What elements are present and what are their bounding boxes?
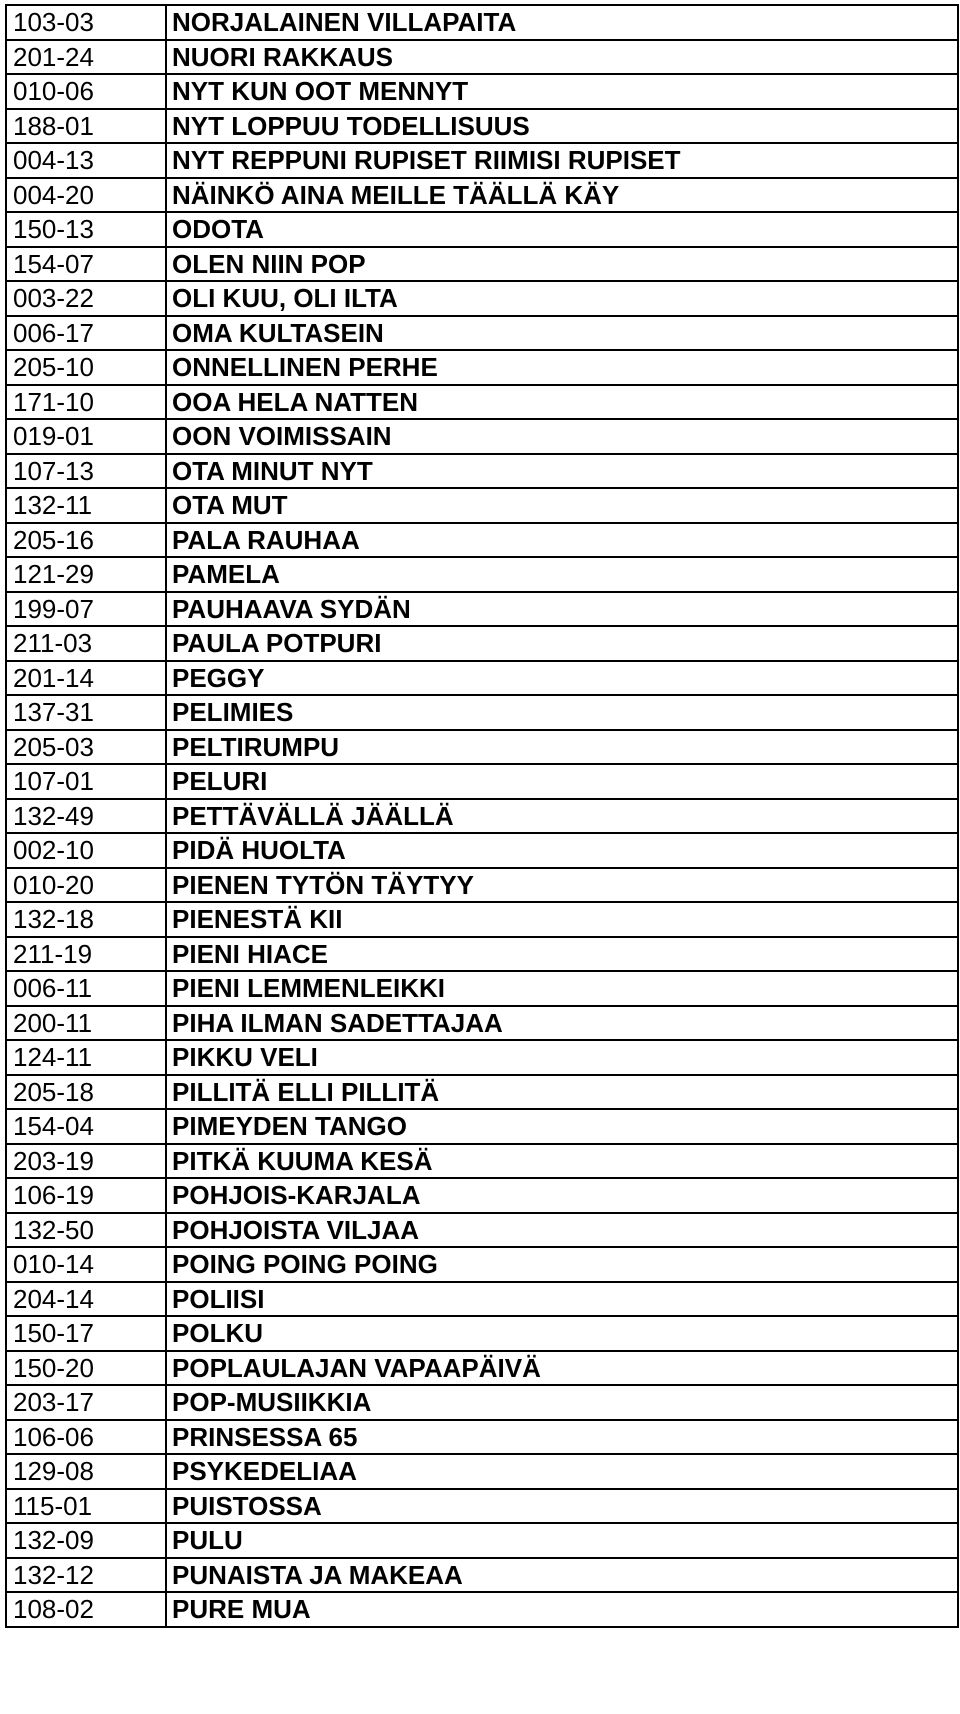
song-title-cell: PRINSESSA 65 [166, 1420, 958, 1455]
song-code-cell: 205-18 [6, 1075, 166, 1110]
song-title-cell: PUISTOSSA [166, 1489, 958, 1524]
song-code-cell: 010-06 [6, 74, 166, 109]
table-row [6, 178, 958, 213]
song-code-cell: 205-10 [6, 350, 166, 385]
song-code-cell: 150-17 [6, 1316, 166, 1351]
song-code-cell: 201-24 [6, 40, 166, 75]
song-title-cell: PIENI LEMMENLEIKKI [166, 971, 958, 1006]
song-title-cell: PIHA ILMAN SADETTAJAA [166, 1006, 958, 1041]
song-title-cell: PELTIRUMPU [166, 730, 958, 765]
song-code-cell: 004-13 [6, 143, 166, 178]
song-title-cell: NUORI RAKKAUS [166, 40, 958, 75]
song-title-cell: POLKU [166, 1316, 958, 1351]
table-row [6, 5, 958, 40]
song-code-cell: 106-19 [6, 1178, 166, 1213]
song-title-cell: POING POING POING [166, 1247, 958, 1282]
song-code-cell: 154-04 [6, 1109, 166, 1144]
table-row [6, 592, 958, 627]
song-title-cell: NÄINKÖ AINA MEILLE TÄÄLLÄ KÄY [166, 178, 958, 213]
table-row [6, 1316, 958, 1351]
song-title-cell: NYT LOPPUU TODELLISUUS [166, 109, 958, 144]
song-code-cell: 204-14 [6, 1282, 166, 1317]
table-row [6, 74, 958, 109]
song-title-cell: OLI KUU, OLI ILTA [166, 281, 958, 316]
song-title-cell: POLIISI [166, 1282, 958, 1317]
song-code-cell: 129-08 [6, 1454, 166, 1489]
table-row [6, 902, 958, 937]
song-title-cell: PALA RAUHAA [166, 523, 958, 558]
table-row [6, 1109, 958, 1144]
song-code-cell: 205-03 [6, 730, 166, 765]
song-code-cell: 103-03 [6, 5, 166, 40]
song-title-cell: PELURI [166, 764, 958, 799]
table-row [6, 350, 958, 385]
table-row [6, 626, 958, 661]
song-code-cell: 201-14 [6, 661, 166, 696]
song-code-cell: 211-03 [6, 626, 166, 661]
song-title-cell: PETTÄVÄLLÄ JÄÄLLÄ [166, 799, 958, 834]
table-row [6, 833, 958, 868]
song-title-cell: PILLITÄ ELLI PILLITÄ [166, 1075, 958, 1110]
song-title-cell: PIENI HIACE [166, 937, 958, 972]
song-code-cell: 006-17 [6, 316, 166, 351]
song-code-cell: 124-11 [6, 1040, 166, 1075]
table-row [6, 488, 958, 523]
song-code-cell: 132-11 [6, 488, 166, 523]
table-row [6, 1282, 958, 1317]
song-code-cell: 106-06 [6, 1420, 166, 1455]
song-code-cell: 107-01 [6, 764, 166, 799]
table-row [6, 281, 958, 316]
table-row [6, 1592, 958, 1627]
song-code-cell: 121-29 [6, 557, 166, 592]
table-row [6, 40, 958, 75]
song-title-cell: PAMELA [166, 557, 958, 592]
table-row [6, 419, 958, 454]
song-code-cell: 188-01 [6, 109, 166, 144]
song-title-cell: PAUHAAVA SYDÄN [166, 592, 958, 627]
song-code-cell: 115-01 [6, 1489, 166, 1524]
table-row [6, 454, 958, 489]
song-title-cell: PELIMIES [166, 695, 958, 730]
song-code-cell: 137-31 [6, 695, 166, 730]
table-row [6, 247, 958, 282]
table-row [6, 1385, 958, 1420]
song-title-cell: ODOTA [166, 212, 958, 247]
song-title-cell: PULU [166, 1523, 958, 1558]
table-row [6, 937, 958, 972]
table-row [6, 1351, 958, 1386]
table-row [6, 1213, 958, 1248]
table-row [6, 1523, 958, 1558]
table-row [6, 523, 958, 558]
song-code-cell: 154-07 [6, 247, 166, 282]
song-title-cell: POP-MUSIIKKIA [166, 1385, 958, 1420]
song-title-cell: PIKKU VELI [166, 1040, 958, 1075]
song-title-cell: POPLAULAJAN VAPAAPÄIVÄ [166, 1351, 958, 1386]
song-title-cell: NYT KUN OOT MENNYT [166, 74, 958, 109]
table-row [6, 1144, 958, 1179]
song-code-cell: 132-09 [6, 1523, 166, 1558]
song-title-cell: POHJOIS-KARJALA [166, 1178, 958, 1213]
table-row [6, 143, 958, 178]
table-row [6, 1454, 958, 1489]
song-code-cell: 108-02 [6, 1592, 166, 1627]
song-title-cell: OON VOIMISSAIN [166, 419, 958, 454]
song-code-cell: 150-20 [6, 1351, 166, 1386]
song-code-cell: 150-13 [6, 212, 166, 247]
song-title-cell: OTA MINUT NYT [166, 454, 958, 489]
song-code-cell: 132-49 [6, 799, 166, 834]
song-code-cell: 003-22 [6, 281, 166, 316]
table-row [6, 799, 958, 834]
song-title-cell: ONNELLINEN PERHE [166, 350, 958, 385]
song-list-table [5, 4, 959, 1628]
song-title-cell: NORJALAINEN VILLAPAITA [166, 5, 958, 40]
song-code-cell: 006-11 [6, 971, 166, 1006]
table-row [6, 1178, 958, 1213]
song-title-cell: NYT REPPUNI RUPISET RIIMISI RUPISET [166, 143, 958, 178]
song-code-cell: 004-20 [6, 178, 166, 213]
song-title-cell: OOA HELA NATTEN [166, 385, 958, 420]
table-row [6, 385, 958, 420]
song-title-cell: PUNAISTA JA MAKEAA [166, 1558, 958, 1593]
song-code-cell: 203-19 [6, 1144, 166, 1179]
table-row [6, 1006, 958, 1041]
song-code-cell: 019-01 [6, 419, 166, 454]
song-code-cell: 002-10 [6, 833, 166, 868]
table-row [6, 730, 958, 765]
table-row [6, 212, 958, 247]
song-code-cell: 132-12 [6, 1558, 166, 1593]
song-title-cell: PEGGY [166, 661, 958, 696]
table-row [6, 695, 958, 730]
song-code-cell: 132-50 [6, 1213, 166, 1248]
table-row [6, 971, 958, 1006]
song-list-body [6, 5, 958, 1627]
table-row [6, 1040, 958, 1075]
table-row [6, 764, 958, 799]
song-title-cell: PIMEYDEN TANGO [166, 1109, 958, 1144]
song-title-cell: PIENESTÄ KII [166, 902, 958, 937]
table-row [6, 1420, 958, 1455]
song-title-cell: POHJOISTA VILJAA [166, 1213, 958, 1248]
song-title-cell: OMA KULTASEIN [166, 316, 958, 351]
table-row [6, 1075, 958, 1110]
table-row [6, 316, 958, 351]
song-title-cell: PITKÄ KUUMA KESÄ [166, 1144, 958, 1179]
table-row [6, 661, 958, 696]
song-code-cell: 132-18 [6, 902, 166, 937]
table-row [6, 868, 958, 903]
table-row [6, 1489, 958, 1524]
song-title-cell: PIENEN TYTÖN TÄYTYY [166, 868, 958, 903]
song-title-cell: PSYKEDELIAA [166, 1454, 958, 1489]
table-row [6, 1247, 958, 1282]
song-code-cell: 211-19 [6, 937, 166, 972]
song-code-cell: 200-11 [6, 1006, 166, 1041]
song-title-cell: OLEN NIIN POP [166, 247, 958, 282]
table-row [6, 1558, 958, 1593]
song-code-cell: 171-10 [6, 385, 166, 420]
song-title-cell: PURE MUA [166, 1592, 958, 1627]
song-title-cell: PAULA POTPURI [166, 626, 958, 661]
song-code-cell: 010-14 [6, 1247, 166, 1282]
song-code-cell: 199-07 [6, 592, 166, 627]
song-code-cell: 205-16 [6, 523, 166, 558]
song-code-cell: 107-13 [6, 454, 166, 489]
song-code-cell: 010-20 [6, 868, 166, 903]
song-title-cell: PIDÄ HUOLTA [166, 833, 958, 868]
table-row [6, 109, 958, 144]
song-title-cell: OTA MUT [166, 488, 958, 523]
table-row [6, 557, 958, 592]
song-code-cell: 203-17 [6, 1385, 166, 1420]
